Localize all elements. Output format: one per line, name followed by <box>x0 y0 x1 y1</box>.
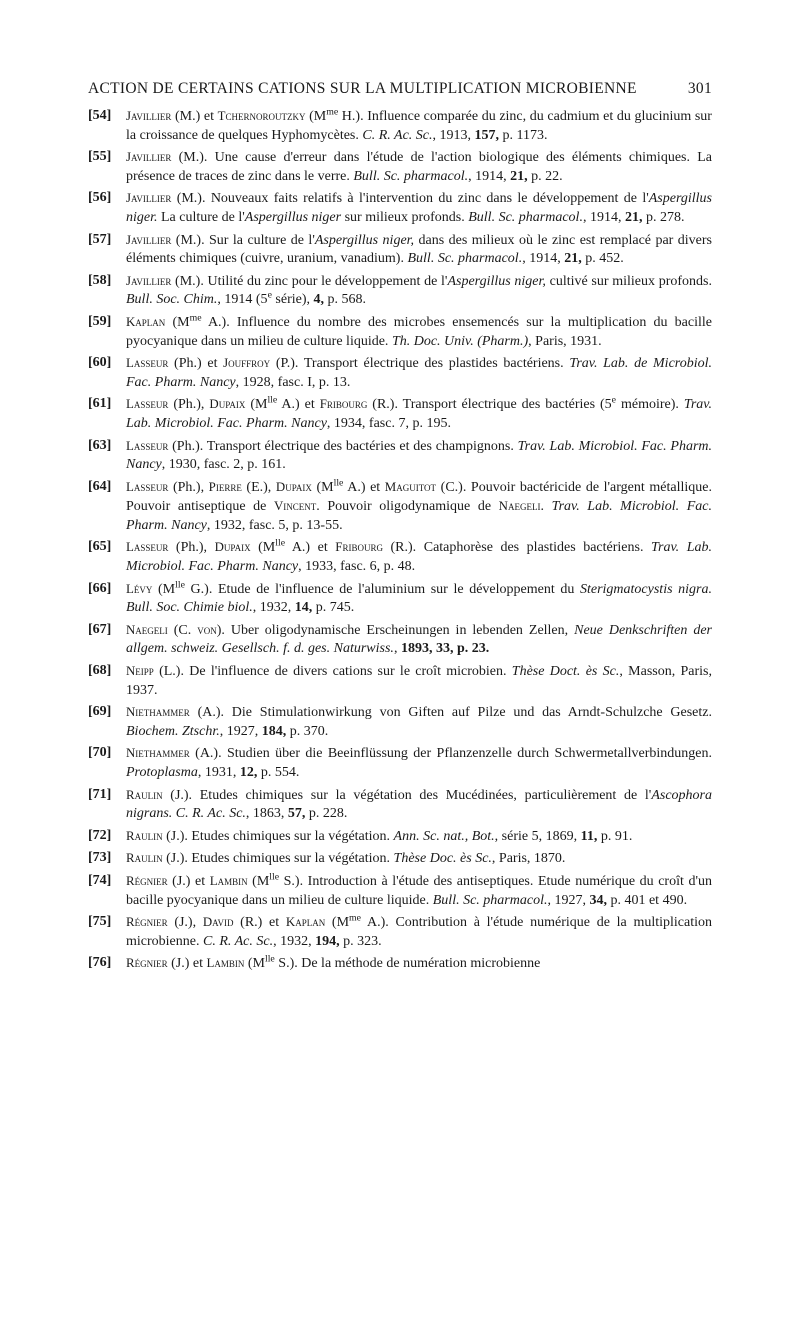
reference-text: Trav. Lab. Microbiol. Fac. Pharm. Nancy <box>126 499 712 533</box>
reference-text: , 1927, <box>219 723 262 739</box>
reference-text: Thèse Doct. ès Sc. <box>511 664 620 680</box>
reference-text: Ascophora nigrans. C. R. Ac. Sc. <box>126 787 712 822</box>
reference-text: Dupaix <box>209 397 246 412</box>
reference-text: Raulin <box>126 851 163 866</box>
reference-text: Lasseur <box>126 397 169 412</box>
reference-text: Régnier <box>126 873 168 888</box>
reference-text: Neue Denkschriften der allgem. schweiz. Gesellsch. f. d. ges. Naturwiss. <box>126 622 713 657</box>
reference-text: Régnier <box>126 915 168 930</box>
reference-text: , 1931, <box>197 765 240 780</box>
reference-number: [67] <box>88 621 112 637</box>
reference-text: Bull. Sc. pharmacol. <box>432 892 548 908</box>
reference-text: , 1932, fasc. 5, p. 13-55. <box>206 517 343 533</box>
reference-text: , 1933, fasc. 6, p. 48. <box>298 559 416 575</box>
reference-text: , 1914, <box>522 251 565 267</box>
reference-text: Niethammer <box>126 746 190 761</box>
reference-text: (R.) et <box>233 915 286 931</box>
reference-entry <box>88 231 712 269</box>
reference-text: Fribourg <box>335 540 383 555</box>
reference-text: (L.). De l'influence de divers cations sur le croît microbien. <box>153 664 512 680</box>
reference-number: [55] <box>88 149 112 165</box>
reference-text: p. 278. <box>642 209 685 225</box>
reference-entry <box>88 786 712 824</box>
reference-text: p. 370. <box>286 723 329 739</box>
reference-text: 21, <box>564 251 582 267</box>
reference-text: cultivé sur milieux profonds. <box>545 273 712 289</box>
reference-entry <box>88 827 712 847</box>
reference-text: 11, <box>580 828 598 844</box>
reference-text: p. 745. <box>312 600 355 616</box>
reference-text: (M <box>305 109 327 124</box>
reference-text: Régnier <box>126 956 168 971</box>
reference-text: A.). Influence du nombre des microbes ensemencés sur la multiplication du bacille pyocyanique dans un milieu de culture liquide. <box>126 314 712 349</box>
reference-number: [65] <box>88 539 112 555</box>
reference-text: (Ph.). Transport électrique des bactéries et des champignons. <box>168 438 518 454</box>
reference-text: La culture de l' <box>157 209 245 225</box>
reference-entry <box>88 148 712 186</box>
page-number: 301 <box>687 80 712 97</box>
reference-text: . <box>540 499 552 515</box>
reference-text: Javillier <box>126 273 172 288</box>
reference-text: Lasseur <box>126 438 169 453</box>
reference-text: A.) et <box>343 479 385 495</box>
reference-number: [66] <box>88 580 112 596</box>
reference-number: [64] <box>88 478 112 494</box>
reference-text: , 1934, fasc. 7, p. 195. <box>326 415 451 431</box>
reference-number: [58] <box>88 272 112 288</box>
reference-text: p. 554. <box>257 765 300 780</box>
reference-text: e <box>611 394 617 406</box>
reference-text: (Ph.), <box>168 479 209 495</box>
reference-text: 12, <box>239 765 258 780</box>
reference-text: (M.). Une cause d'erreur dans l'étude de l'action biologique des éléments chimiques. La présence de traces de zinc dans le verre. <box>126 150 712 184</box>
reference-entry <box>88 538 712 576</box>
reference-text: p. 22. <box>527 168 563 184</box>
reference-list <box>88 107 712 974</box>
reference-entry <box>88 437 712 475</box>
reference-text: Naegeli <box>126 622 168 637</box>
reference-text: (M <box>165 314 190 330</box>
reference-text: Raulin <box>126 828 163 843</box>
reference-text: , 1913, <box>432 127 475 143</box>
reference-text: (R.). Transport électrique des bactéries (5 <box>367 397 612 413</box>
reference-text: Protoplasma <box>126 765 198 780</box>
reference-text: Javillier <box>126 232 172 247</box>
reference-text: p. 452. <box>581 251 624 267</box>
reference-text: 157, <box>474 127 499 143</box>
reference-text: lle <box>269 871 280 883</box>
reference-text: Tchernoroutzky <box>217 109 306 123</box>
reference-text: . Pouvoir oligodynamique de <box>316 499 499 515</box>
reference-text: (J.). Etudes chimiques sur la végétation des Mucédinées, particulièrement de l' <box>162 787 652 803</box>
reference-number: [57] <box>88 231 112 247</box>
reference-text: (C.). Pouvoir bactéricide de l'argent métallique. Pouvoir antiseptique de <box>126 479 712 515</box>
reference-number: [56] <box>88 190 112 206</box>
reference-text: (Ph.) et <box>168 356 224 372</box>
reference-text: David <box>202 915 234 930</box>
reference-text: (M.) et <box>171 109 218 124</box>
reference-text: Kaplan <box>126 314 166 329</box>
reference-text: Aspergillus niger, <box>314 232 415 248</box>
reference-text: Trav. Lab. Microbiol. Fac. Pharm. Nancy <box>126 540 712 575</box>
reference-text: Javillier <box>126 150 172 165</box>
reference-number: [74] <box>88 872 112 888</box>
reference-text: Raulin <box>126 787 163 802</box>
reference-text: (E.), <box>241 479 276 495</box>
reference-text: p. 323. <box>339 933 382 949</box>
reference-text: (M.). Nouveaux faits relatifs à l'intervention du zinc dans le développement de l' <box>171 191 649 207</box>
reference-entry <box>88 580 712 618</box>
reference-text: e <box>267 289 272 301</box>
reference-entry <box>88 107 712 145</box>
reference-text: Biochem. Ztschr. <box>126 723 220 739</box>
running-header <box>88 80 712 98</box>
reference-text: S.). Introduction à l'étude des antiseptiques. Etude numérique du croît d'un bacille pyocyanique dans un milieu de culture liquide. <box>126 873 712 908</box>
reference-number: [69] <box>88 704 112 720</box>
reference-text: (J.). Etudes chimiques sur la végétation. <box>162 851 394 867</box>
reference-entry <box>88 395 712 433</box>
reference-text: , Paris, 1870. <box>491 851 566 867</box>
reference-text: Maguitot <box>384 479 437 494</box>
reference-text: , 1932, <box>273 933 316 949</box>
reference-text: p. 91. <box>597 828 633 844</box>
reference-text: , 1914 (5 <box>217 292 268 308</box>
reference-number: [59] <box>88 313 112 329</box>
reference-text: S.). De la méthode de numération microbienne <box>274 956 541 972</box>
reference-text: 1893, 33, p. 23. <box>400 641 490 657</box>
reference-text: 21, <box>510 168 528 184</box>
reference-text: p. 401 et 490. <box>606 892 688 908</box>
reference-number: [63] <box>88 437 112 453</box>
reference-text: 21, <box>624 209 643 225</box>
reference-text: Lambin <box>206 956 245 971</box>
reference-text: 14, <box>294 600 313 616</box>
reference-number: [75] <box>88 914 112 930</box>
reference-text: Fribourg <box>319 397 368 412</box>
reference-text: Lambin <box>209 873 248 888</box>
page <box>88 80 712 977</box>
reference-text: Lasseur <box>126 540 169 555</box>
reference-text: Pierre <box>208 479 242 494</box>
reference-text: Dupaix <box>214 540 251 555</box>
reference-text: lle <box>264 953 275 965</box>
reference-text: (Ph.), <box>168 540 215 556</box>
reference-text: Javillier <box>126 191 172 206</box>
reference-text: 34, <box>589 892 607 908</box>
reference-text: , 1927, <box>547 892 590 908</box>
reference-text: Aspergillus niger. <box>126 191 712 225</box>
reference-text: Kaplan <box>285 915 326 930</box>
reference-text: , 1863, <box>245 806 288 822</box>
reference-text: , Masson, Paris, 1937. <box>126 664 712 698</box>
reference-text: Lasseur <box>126 479 169 494</box>
reference-text: (J.), <box>167 915 203 931</box>
reference-entry <box>88 703 712 741</box>
reference-text: lle <box>175 579 185 590</box>
reference-text: , 1928, fasc. I, p. 13. <box>235 374 351 390</box>
reference-number: [71] <box>88 786 112 802</box>
reference-text: (M.). Utilité du zinc pour le développement de l' <box>171 273 448 289</box>
reference-text: série), <box>271 292 314 308</box>
reference-text: , 1930, fasc. 2, p. 161. <box>161 457 286 473</box>
reference-text: (M.). Sur la culture de l' <box>171 232 315 248</box>
reference-text: sur milieux profonds. <box>341 209 469 225</box>
reference-entry <box>88 313 712 351</box>
reference-text: Trav. Lab. de Microbiol. Fac. Pharm. Nancy <box>126 356 712 390</box>
reference-text: von <box>197 622 217 637</box>
reference-number: [61] <box>88 396 112 412</box>
reference-entry <box>88 272 712 310</box>
reference-text: me <box>349 912 362 924</box>
reference-text: Ann. Sc. nat., Bot. <box>393 828 495 844</box>
reference-text: Th. Doc. Univ. (Pharm.) <box>391 333 529 349</box>
reference-text: (M <box>245 397 268 413</box>
reference-text: me <box>326 106 339 118</box>
reference-text: Jouffroy <box>223 356 271 371</box>
reference-text: Trav. Lab. Microbiol. Fac. Pharm. Nancy <box>126 438 712 473</box>
reference-number: [70] <box>88 745 112 761</box>
reference-entry <box>88 849 712 869</box>
reference-entry <box>88 662 712 700</box>
reference-text: Bull. Soc. Chim. <box>126 292 218 308</box>
reference-text: p. 228. <box>305 806 348 822</box>
reference-entry <box>88 354 712 392</box>
reference-number: [68] <box>88 663 112 679</box>
reference-number: [76] <box>88 955 112 971</box>
reference-text: lle <box>275 537 286 549</box>
reference-text: C. R. Ac. Sc. <box>202 933 274 949</box>
reference-text: , 1932, <box>252 600 295 616</box>
reference-text: mémoire). <box>616 397 684 413</box>
running-title: ACTION DE CERTAINS CATIONS SUR LA MULTIPLICATION MICROBIENNE <box>88 80 637 97</box>
reference-text: Sterigmatocystis nigra. Bull. Soc. Chimie biol. <box>126 581 712 616</box>
reference-text: A.) et <box>277 397 320 413</box>
reference-text: (R.). Cataphorèse des plastides bactériens. <box>382 540 652 556</box>
reference-text: Bull. Sc. pharmacol. <box>468 209 583 225</box>
reference-text: (J.). Etudes chimiques sur la végétation. <box>162 828 394 844</box>
reference-text: (M <box>152 581 176 597</box>
reference-text: (M <box>244 956 265 972</box>
reference-text: (C. <box>167 622 198 638</box>
reference-text: Bull. Sc. pharmacol. <box>353 168 469 184</box>
reference-text: 194, <box>315 933 340 949</box>
reference-entry <box>88 913 712 951</box>
reference-text: Lasseur <box>126 356 169 371</box>
reference-text: (A.). Die Stimulationwirkung von Giften auf Pilze und das Arndt-Schulzche Gesetz. <box>189 705 712 721</box>
reference-number: [72] <box>88 827 112 843</box>
reference-text: A.) et <box>285 540 336 556</box>
reference-text: Aspergillus niger <box>244 209 342 225</box>
reference-text: (A.). Studien über die Beeinflüssung der Pflanzenzelle durch Schwermetallverbindungen. <box>189 746 712 762</box>
reference-text: , Paris, 1931. <box>528 333 602 349</box>
reference-text: p. 568. <box>324 292 367 308</box>
reference-text: ). Uber oligodynamische Erscheinungen in lebenden Zellen, <box>216 622 575 638</box>
reference-text: A.). Contribution à l'étude numérique de la multiplication microbienne. <box>126 915 713 949</box>
reference-text: Neipp <box>126 664 154 679</box>
reference-entry <box>88 872 712 910</box>
reference-text: (P.). Transport électrique des plastides bactériens. <box>270 356 570 372</box>
reference-entry <box>88 189 712 227</box>
reference-text: H.). Influence comparée du zinc, du cadmium et du glucinium sur la croissance de quelques Hyphomycètes. <box>126 109 712 143</box>
reference-entry <box>88 478 712 536</box>
reference-text: Naegeli <box>498 499 541 514</box>
reference-text: Trav. Lab. Microbiol. Fac. Pharm. Nancy <box>126 397 712 431</box>
reference-text: G.). Etude de l'influence de l'aluminium sur le développement du <box>184 581 580 597</box>
reference-text: (M <box>250 540 276 556</box>
reference-entry <box>88 621 712 659</box>
reference-text: Niethammer <box>126 705 190 720</box>
reference-text: (J.) et <box>167 873 210 889</box>
reference-text: (Ph.), <box>168 397 210 413</box>
reference-text: 4, <box>313 292 325 308</box>
reference-text: lle <box>267 394 278 406</box>
reference-text: dans des milieux où le zinc est remplacé par divers éléments chimiques (cuivre, uranium, vanadium). <box>126 232 712 267</box>
reference-text: , série 5, 1869, <box>494 828 581 844</box>
reference-text: Javillier <box>126 109 172 123</box>
reference-text: Dupaix <box>275 479 312 494</box>
reference-text: me <box>189 312 202 324</box>
reference-text: Thèse Doc. ès Sc. <box>393 851 492 867</box>
reference-text: (J.) et <box>167 956 207 972</box>
reference-text: Bull. Sc. pharmacol. <box>407 251 523 267</box>
reference-text: (M <box>247 873 270 889</box>
reference-text: Aspergillus niger, <box>447 273 546 289</box>
reference-text: (M <box>325 915 350 931</box>
reference-text: lle <box>333 477 344 489</box>
reference-text: , 1914, <box>468 168 511 184</box>
reference-entry <box>88 954 712 974</box>
reference-text: 57, <box>287 806 306 822</box>
reference-text: C. R. Ac. Sc. <box>362 127 433 143</box>
reference-entry <box>88 744 712 782</box>
reference-text: , <box>393 641 401 657</box>
reference-text: (M <box>311 479 334 495</box>
reference-text: 184, <box>261 723 287 739</box>
reference-number: [73] <box>88 850 112 866</box>
reference-text: Lévy <box>126 581 153 596</box>
reference-text: Vincent <box>273 499 317 514</box>
reference-text: p. 1173. <box>499 127 548 143</box>
reference-number: [60] <box>88 355 112 371</box>
reference-text: , 1914, <box>582 209 625 225</box>
reference-number: [54] <box>88 108 112 123</box>
